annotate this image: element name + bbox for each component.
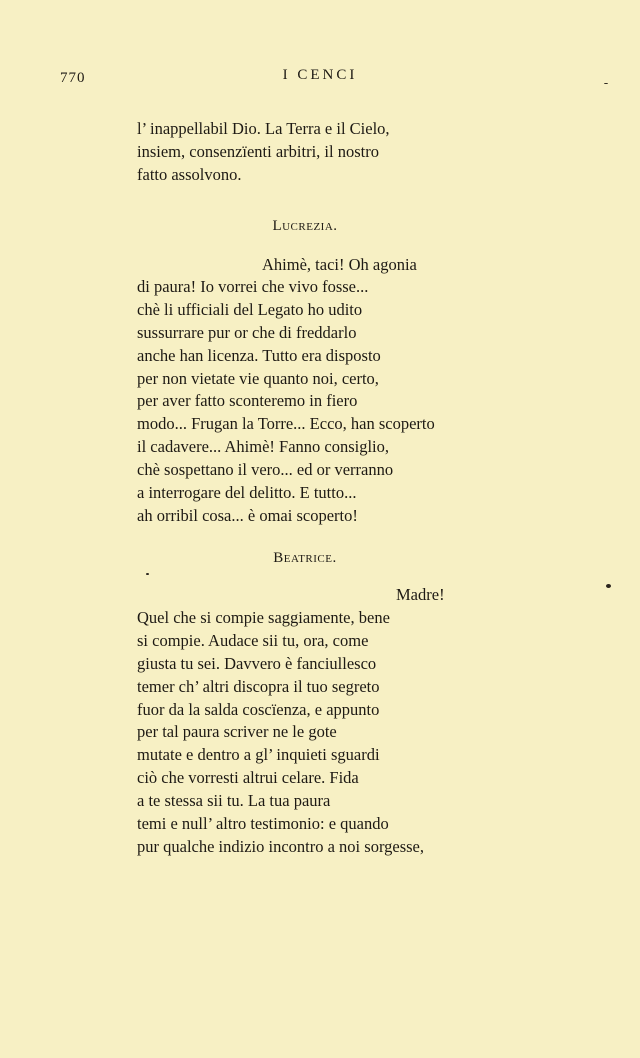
verse-first-line-beatrice: Madre!	[396, 585, 445, 604]
verse-line: pur qualche indizio incontro a noi sorgesse,	[137, 836, 425, 856]
verse-line: Quel che si compie saggiamente, bene	[137, 608, 390, 627]
ink-speck	[146, 573, 149, 575]
verse-line: chè sospettano il vero... ed or verranno	[137, 460, 394, 480]
verse-line: chè li ufficiali del Legato ho udito	[137, 299, 363, 319]
verse-line: per aver fatto sconteremo in fiero	[137, 391, 358, 411]
verse-line: temer ch’ altri discopra il tuo segreto	[137, 676, 380, 696]
verse-line: mutate e dentro a gl’ inquieti sguardi	[137, 745, 380, 765]
verse-line: sussurrare pur or che di freddarlo	[137, 322, 357, 342]
verse-line: fuor da la salda coscïenza, e appunto	[137, 699, 380, 719]
page-number: 770	[60, 70, 86, 86]
verse-line: modo... Frugan la Torre... Ecco, han scoperto	[137, 414, 435, 434]
verse-block-beatrice	[137, 607, 477, 859]
verse-block-lucrezia	[137, 276, 477, 528]
running-title: I CENCI	[282, 67, 358, 83]
verse-line: insiem, consenzïenti arbitri, il nostro	[137, 141, 379, 161]
verse-line: anche han licenza. Tutto era disposto	[137, 345, 381, 365]
verse-line: ciò che vorresti altrui celare. Fida	[137, 768, 359, 788]
verse-line: giusta tu sei. Davvero è fanciullesco	[137, 653, 377, 673]
verse-line: per non vietate vie quanto noi, certo,	[137, 368, 379, 388]
verse-line: l’ inappellabil Dio. La Terra e il Cielo,	[137, 119, 390, 138]
speaker-name-beatrice: Beatrice.	[273, 550, 337, 566]
verse-line: per tal paura scriver ne le gote	[137, 722, 337, 742]
verse-line: a te stessa sii tu. La tua paura	[137, 791, 331, 811]
verse-line: il cadavere... Ahimè! Fanno consiglio,	[137, 437, 390, 457]
verse-line: di paura! Io vorrei che vivo fosse...	[137, 277, 369, 296]
speaker-name-lucrezia: Lucrezia.	[272, 218, 338, 234]
ink-speck	[604, 83, 608, 84]
verse-line: ah orribil cosa... è omai scoperto!	[137, 505, 358, 525]
verse-line: fatto assolvono.	[137, 164, 242, 184]
verse-block-1	[137, 118, 477, 187]
verse-first-line-lucrezia: Ahimè, taci! Oh agonia	[262, 255, 417, 274]
ink-speck	[606, 584, 611, 588]
verse-line: si compie. Audace sii tu, ora, come	[137, 630, 369, 650]
verse-line: a interrogare del delitto. E tutto...	[137, 483, 357, 503]
verse-line: temi e null’ altro testimonio: e quando	[137, 814, 389, 834]
